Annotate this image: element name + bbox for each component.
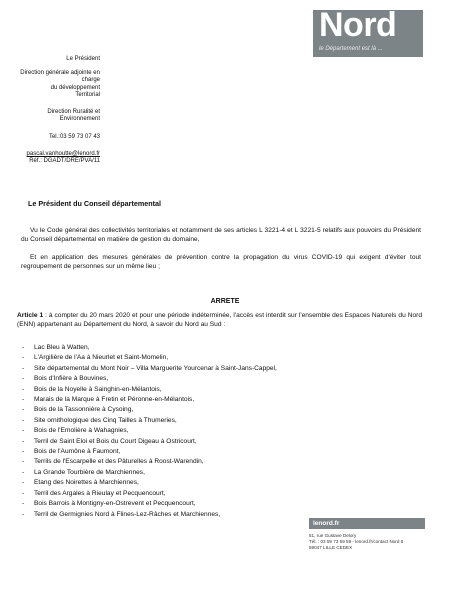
direction-line: du développement xyxy=(50,84,100,91)
reference-text: Réf.: DGADT/DRE/PVA/11 xyxy=(29,158,100,165)
website-link[interactable]: lenord.fr xyxy=(309,518,425,529)
arrete-title: ARRETE xyxy=(210,298,240,305)
list-item: - Site ornithologique des Cinq Tailles à Thumeries, xyxy=(22,416,177,424)
document-heading: Le Président du Conseil départemental xyxy=(28,199,162,208)
direction-line: charge xyxy=(81,77,100,84)
list-item: - Bois de l'Aumône à Faumont, xyxy=(22,448,121,456)
logo-tagline: le Département est là ... xyxy=(319,46,383,52)
list-item: - Bois de la Noyelle à Sainghin-en-Mélantois, xyxy=(22,385,162,393)
article-1 xyxy=(17,311,422,329)
logo-word: Nord xyxy=(319,6,397,44)
article-label: Article 1 xyxy=(17,312,44,319)
service-line: Environnement xyxy=(59,116,100,123)
email-link[interactable]: pascal.vanhoutte@lenord.fr xyxy=(26,151,100,157)
list-item: - Terril des Argales à Rieulay et Pecquencourt, xyxy=(22,489,166,497)
list-item: - Bois d'Infière à Bouvines, xyxy=(22,375,109,383)
nord-logo xyxy=(313,6,423,57)
sender-title-text: Le Président xyxy=(66,56,100,62)
paragraph-application: Et en application des mesures générales de prévention contre la propagation du virus COVID-19 qui exigent d'éviter tout regroupement de personnes sur un même lieu ; xyxy=(21,254,421,270)
direction-line: Direction générale adjointe en xyxy=(20,70,100,76)
list-item: - Site départemental du Mont Noir – Villa Marguerite Yourcenar à Saint-Jans-Cappel, xyxy=(22,364,277,372)
paragraph-vu: Vu le Code général des collectivités territoriales et notamment de ses articles L 3221-4 et L 3221-5 relatifs aux pouvoirs du Président du Conseil départemental en matière de gestion du domaine, xyxy=(21,227,421,243)
address-line: 59047 LILLE CEDEX xyxy=(309,545,353,550)
sender-title xyxy=(0,56,100,63)
sender-service xyxy=(0,109,100,124)
address-line: Tél. : 03 59 73 59 59 - lenord.fr/contact Nord 6 xyxy=(309,539,404,544)
list-item: - L'Argilière de l'Aa à Nieurlet et Saint-Momelin, xyxy=(22,354,169,362)
list-item: - Bois Barrois à Montigny-en-Ostrevent et Pecquencourt, xyxy=(22,500,196,508)
list-item: - Terrils de l'Escarpelle et des Pâturelles à Roost-Warendin, xyxy=(22,458,204,466)
list-item: - Lac Bleu à Watten, xyxy=(22,344,90,351)
list-item: - Bois de l'Emolière à Wahagnies, xyxy=(22,427,129,435)
sender-phone xyxy=(0,134,100,141)
list-item: - Bois de la Tassonnière à Cysoing, xyxy=(22,406,134,414)
list-item: - Etang des Noirettes à Marchiennes, xyxy=(22,479,139,487)
address-line: 51, rue Gustave Delory xyxy=(309,533,357,538)
article-text: : à compter du 20 mars 2020 et pour une période indéterminée, l'accès est interdit sur l'ensemble des Espaces Naturels du Nord (ENN) appartenant au Département du Nord, à savoir du Nord au Sud : xyxy=(17,312,422,328)
footer-address xyxy=(309,533,403,551)
list-item: - Marais de la Marque à Fretin et Péronne-en-Mélantois, xyxy=(22,396,195,404)
list-item: - Terril de Saint Eloi et Bois du Court Digeau à Ostricourt, xyxy=(22,437,197,445)
sender-direction xyxy=(0,70,100,100)
list-item: - Terril de Germignies Nord à Flines-Lez-Râches et Marchiennes, xyxy=(22,510,221,518)
service-line: Direction Ruralité et xyxy=(47,109,100,115)
list-item: - La Grande Tourbière de Marchiennes, xyxy=(22,468,145,476)
sender-contact xyxy=(0,151,100,166)
phone-text: Tel.:03 59 73 07 43 xyxy=(48,134,100,140)
direction-line: Territorial xyxy=(75,92,100,99)
sites-list xyxy=(22,343,277,520)
